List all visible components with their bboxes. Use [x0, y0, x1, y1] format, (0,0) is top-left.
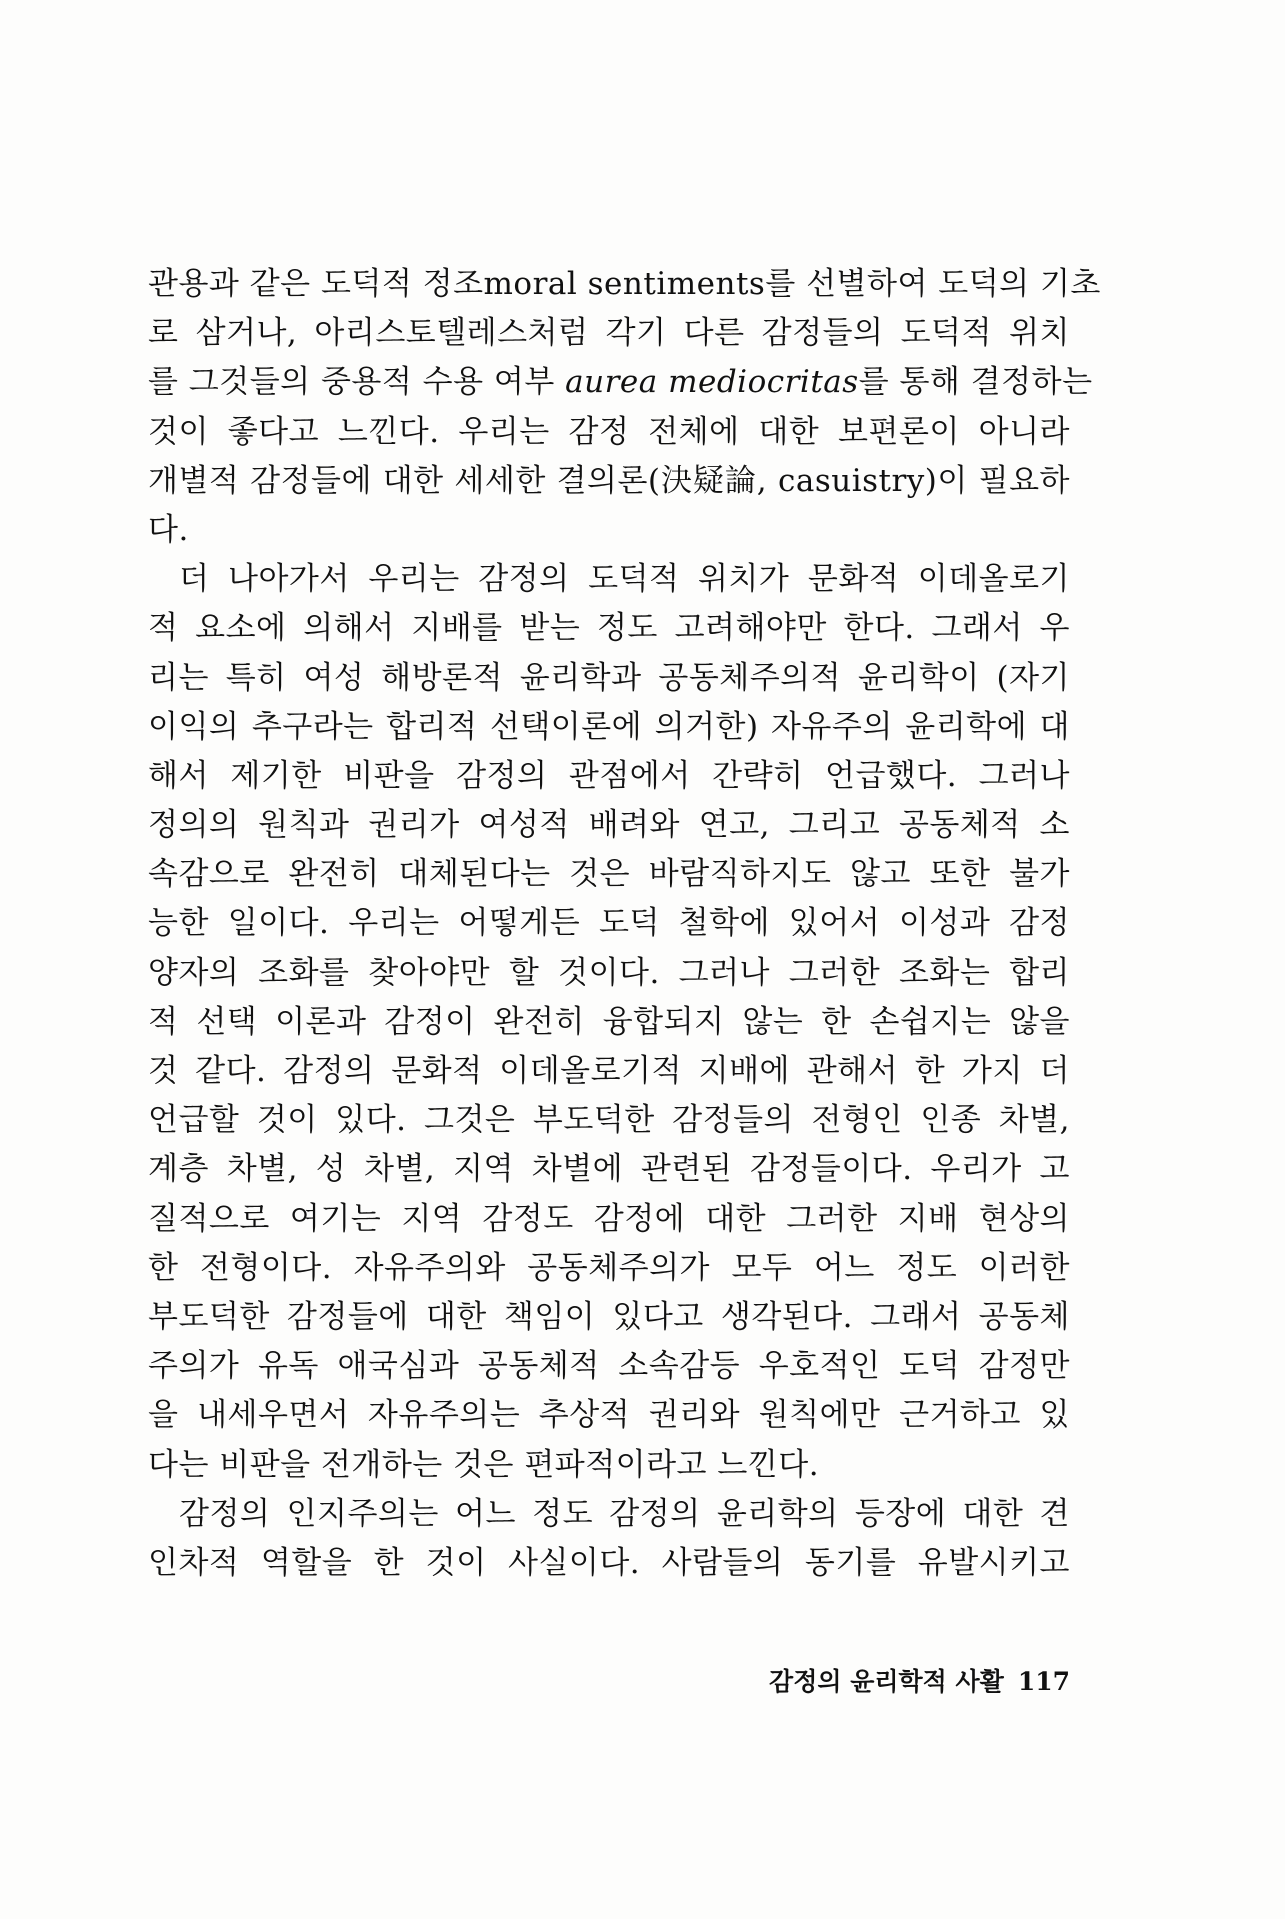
text-line: 속감으로 완전히 대체된다는 것은 바람직하지도 않고 또한 불가 — [148, 856, 1070, 893]
paragraph-1 — [148, 260, 1101, 555]
text-line: 개별적 감정들에 대한 세세한 결의론(決疑論, casuistry)이 필요하 — [148, 462, 1070, 499]
text-line: 적 요소에 의해서 지배를 받는 정도 고려해야만 한다. 그래서 우 — [148, 610, 1070, 647]
text-line: 질적으로 여기는 지역 감정도 감정에 대한 그러한 지배 현상의 — [148, 1200, 1070, 1237]
text-segment: 를 통해 결정하는 — [858, 364, 1093, 401]
text-line: 계층 차별, 성 차별, 지역 차별에 관련된 감정들이다. 우리가 고 — [148, 1151, 1070, 1188]
body-text — [148, 260, 1101, 1588]
text-line: 주의가 유독 애국심과 공동체적 소속감등 우호적인 도덕 감정만 — [148, 1348, 1070, 1385]
text-line: 해서 제기한 비판을 감정의 관점에서 간략히 언급했다. 그러나 — [148, 757, 1070, 794]
text-line: 것 같다. 감정의 문화적 이데올로기적 지배에 관해서 한 가지 더 — [148, 1053, 1070, 1089]
text-line: 정의의 원칙과 권리가 여성적 배려와 연고, 그리고 공동체적 소 — [148, 807, 1070, 844]
text-line: 양자의 조화를 찾아야만 할 것이다. 그러나 그러한 조화는 합리 — [148, 954, 1070, 991]
text-line: 인차적 역할을 한 것이 사실이다. 사람들의 동기를 유발시키고 — [148, 1544, 1070, 1581]
text-line: 언급할 것이 있다. 그것은 부도덕한 감정들의 전형인 인종 차별, — [148, 1102, 1070, 1139]
text-segment: 를 그것들의 중용적 수용 여부 — [148, 364, 566, 401]
text-line: 을 내세우면서 자유주의는 추상적 권리와 원칙에만 근거하고 있 — [148, 1397, 1070, 1434]
paragraph-3 — [148, 1490, 1070, 1588]
text-line: 다. — [148, 511, 189, 548]
text-line: 것이 좋다고 느낀다. 우리는 감정 전체에 대한 보편론이 아니라 — [148, 413, 1070, 450]
text-line: 더 나아가서 우리는 감정의 도덕적 위치가 문화적 이데올로기 — [179, 561, 1070, 598]
text-line — [148, 358, 1093, 407]
paragraph-2 — [148, 555, 1070, 1490]
text-line: 한 전형이다. 자유주의와 공동체주의가 모두 어느 정도 이러한 — [148, 1249, 1070, 1286]
text-line: 부도덕한 감정들에 대한 책임이 있다고 생각된다. 그래서 공동체 — [148, 1298, 1070, 1335]
text-line: 로 삼거나, 아리스토텔레스처럼 각기 다른 감정들의 도덕적 위치 — [148, 315, 1070, 352]
page-number: 117 — [1017, 1667, 1070, 1696]
text-line: 감정의 인지주의는 어느 정도 감정의 윤리학의 등장에 대한 견 — [179, 1495, 1070, 1532]
text-line: 능한 일이다. 우리는 어떻게든 도덕 철학에 있어서 이성과 감정 — [148, 905, 1070, 942]
text-line: 관용과 같은 도덕적 정조moral sentiments를 선별하여 도덕의 기초 — [148, 266, 1101, 302]
text-line: 이익의 추구라는 합리적 선택이론에 의거한) 자유주의 윤리학에 대 — [148, 708, 1070, 745]
latin-term: aurea mediocritas — [565, 364, 859, 401]
running-title: 감정의 윤리학적 사활 — [769, 1667, 1004, 1696]
text-line: 리는 특히 여성 해방론적 윤리학과 공동체주의적 윤리학이 (자기 — [148, 659, 1070, 696]
text-line: 다는 비판을 전개하는 것은 편파적이라고 느낀다. — [148, 1446, 820, 1483]
page-footer — [680, 1662, 1070, 1698]
text-line: 적 선택 이론과 감정이 완전히 융합되지 않는 한 손쉽지는 않을 — [148, 1003, 1070, 1040]
